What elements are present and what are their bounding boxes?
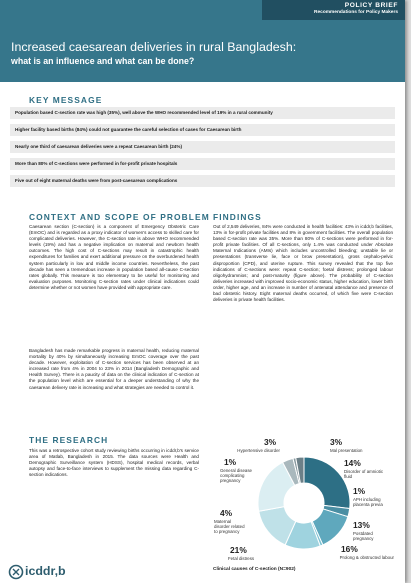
label-caption: General disease complicating pregnancy xyxy=(220,468,252,483)
logo-text: icddr,b xyxy=(25,564,66,578)
key-message-item xyxy=(10,175,395,187)
policy-brief-tag xyxy=(262,0,405,20)
key-message-item xyxy=(10,107,395,119)
key-message-item xyxy=(10,141,395,153)
label-pct: 3% xyxy=(264,437,277,447)
icddrb-logo xyxy=(8,561,88,583)
label-pct: 1% xyxy=(224,457,237,467)
label-pct: 21% xyxy=(230,545,247,555)
key-message-heading: KEY MESSAGE xyxy=(29,95,103,105)
key-message-text: Five out of eight maternal deaths were from post-caesarean complications xyxy=(15,177,178,183)
label-caption: Postdated pregnancy xyxy=(353,531,374,541)
context-heading: CONTEXT AND SCOPE OF PROBLEM xyxy=(29,212,210,222)
context-paragraph-2: Bangladesh has made remarkable progress in maternal health, reducing maternal mortality by 40% by simultaneously increasing EmOC coverage over the past decade. However, exploitation of C-section services has been observed at an increased rate from 4% in 2004 to 23% in 2014 (Bangladesh Demographic and Health Survey). There is a paucity of data on the clinical indication of C-section at the population level which are essential for a deeper understanding of why the caesarean delivery rate is increasing and what strategies are needed to control it. xyxy=(29,348,199,390)
label-caption: Maternal disorder related to pregnancy xyxy=(214,519,245,534)
research-paragraph: This was a retrospective cohort study reviewing births occurring in icddr,b's service area of Matlab, Bangladesh in 2015. The data sources were Health and Demographic Surveillance system (HDSS), hospital medical records, verbal autopsy and face-to-face interviews to supplement the missing data regarding C-section indications. xyxy=(29,448,199,478)
label-pct: 16% xyxy=(341,544,358,554)
label-pct: 4% xyxy=(220,508,233,518)
chart-title: Clinical causes of C-section (N=902) xyxy=(213,567,296,572)
title-line-1: Increased caesarean deliveries in rural Bangladesh: xyxy=(11,40,297,54)
key-message-text: More than 80% of C-sections were performed in for-profit private hospitals xyxy=(15,160,178,166)
page-title xyxy=(11,40,391,67)
label-caption: APH including placenta previa xyxy=(353,497,383,507)
context-paragraph-1: Caesarean section (C-section) is a component of Emergency Obstetric Care (EmOC) and is regarded as a proxy indicator of women's access to skilled care for complicated deliveries. However, the C-section rate is above WHO recommended levels (19%) and has a negative implication on maternal and newborn health outcomes. The high cost of C-sections may result in catastrophic health expenditures for families and exert additional pressure on the overburdened health system particularly in low and middle income countries. Nevertheless, the past decade has seen a tremendous increase in population based all-cause C-section rates globally. This measure is too elementary to be useful for monitoring and evaluation purposes. Monitoring C-section rates under clinical indications could determine whether or not women have provided with appropriate care. xyxy=(29,224,199,290)
logo-mark-icon xyxy=(8,563,24,581)
label-caption: Hypertensive disorder xyxy=(237,448,280,453)
label-pct: 14% xyxy=(344,458,361,468)
key-message-text: Higher facility based births (84%) could not guarantee the careful selection of cases for Caesarean birth xyxy=(15,126,242,132)
label-caption: Fetal distress xyxy=(228,556,255,561)
label-caption: Prolong & obstructed labour xyxy=(339,555,394,560)
title-line-2: what is an influence and what can be done? xyxy=(11,56,195,66)
key-message-text: Nearly one third of caesarean deliveries were a repeat Caesarean birth (24%) xyxy=(15,143,182,149)
findings-heading: FINDINGS xyxy=(213,212,262,222)
research-heading: THE RESEARCH xyxy=(29,435,109,445)
label-caption: Mal presentation xyxy=(330,448,363,453)
label-pct: 3% xyxy=(330,437,343,447)
key-message-item xyxy=(10,158,395,170)
label-pct: 13% xyxy=(353,520,370,530)
header-banner xyxy=(0,0,405,82)
csection-causes-chart xyxy=(210,437,395,567)
brief-tag-subtitle: Recommendations for Policy Makers xyxy=(314,10,398,15)
brief-tag-title: POLICY BRIEF xyxy=(344,2,398,9)
key-message-text: Population based C-section rate was high (35%), well above the WHO recommended level of 19% in a rural community xyxy=(15,109,273,115)
label-caption: Disorder of amniotic fluid xyxy=(344,469,384,479)
label-pct: 1% xyxy=(353,486,366,496)
findings-paragraph: Out of 2,549 deliveries, 84% were conducted in health facilities: 43% in icddr,b facilities, 13% in for-profit private facilities and 8% in government facilities. The overall population based C-section rate was 35%. More than 80% of C-sections were performed in for-profit private facilities. Of all C-sections, only 1.4% was conducted under Absolute Maternal Indications (AMIs) which includes uncontrolled bleeding; unstable lie or presentations (transverse lie, face or brow presentation), gross cephalo-pelvic disproportion (CPD), and uterine rupture. This survey revealed that the top five indications of C-sections were: repeat C-section; foetal distress; prolonged labour oligohydramnios; and post-maturity (figure above). The probability of C-section deliveries increased with improved socio-economic status, higher education, lower birth order, higher age, and an increase in number of antenatal attendance and presence of bad obstetric history. Eight maternal deaths occurred, of which five were C-section deliveries in private health facilities. xyxy=(213,224,393,303)
key-message-item xyxy=(10,124,395,136)
